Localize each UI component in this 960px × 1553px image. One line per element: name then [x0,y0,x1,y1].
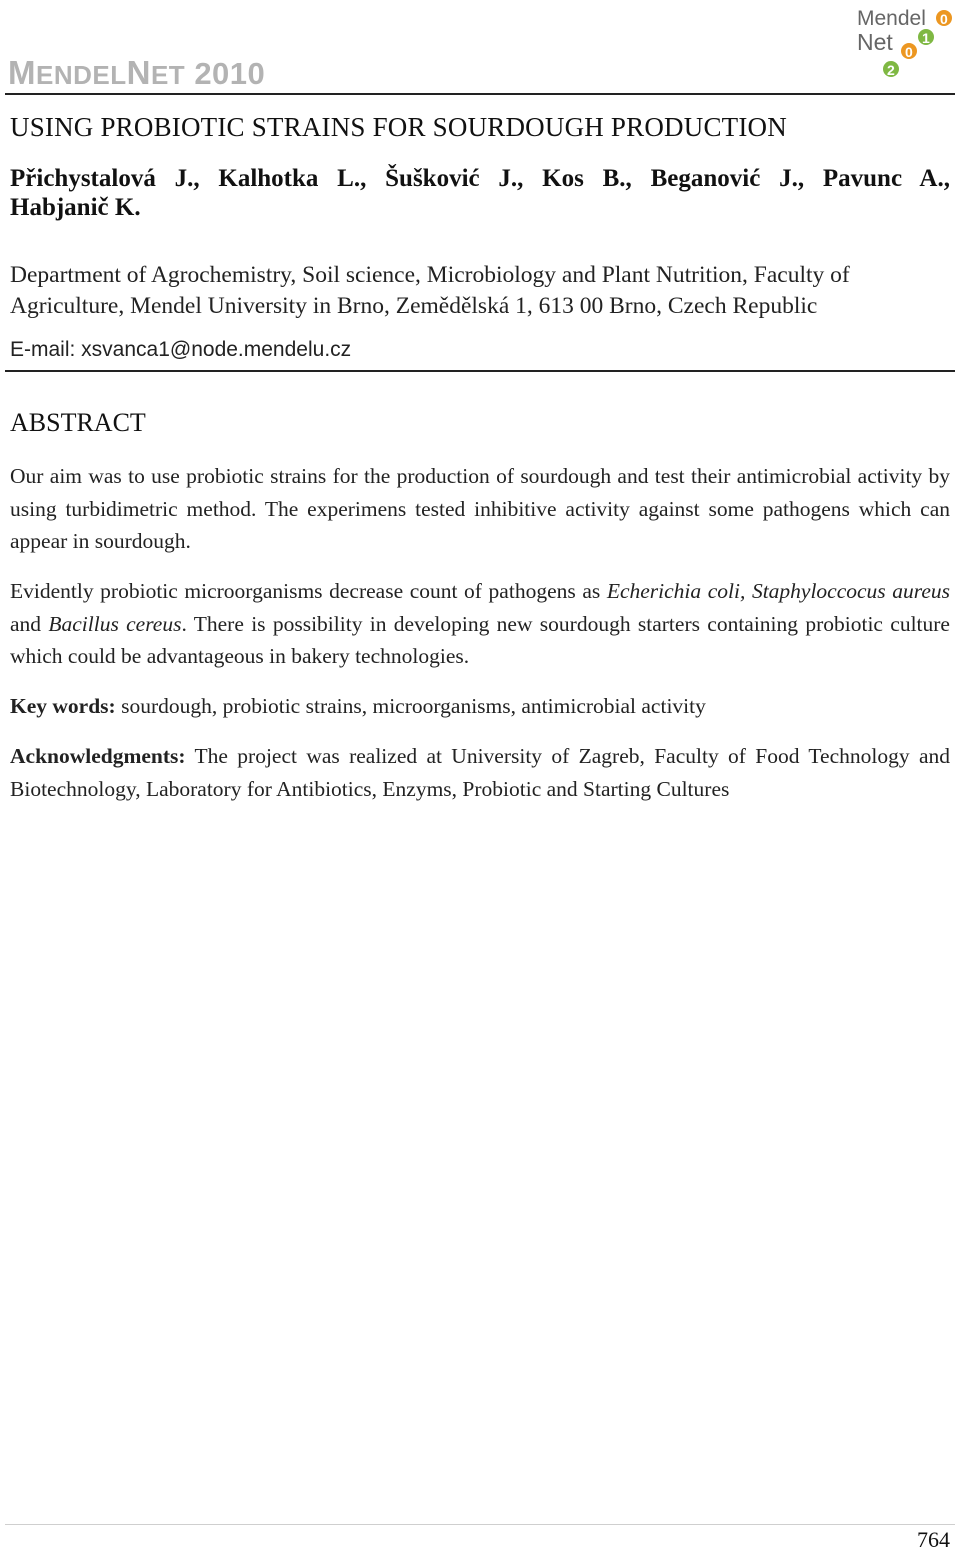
email-divider [5,370,955,372]
acknowledgments: Acknowledgments: The project was realized at University of Zagreb, Faculty of Food Technology and Biotechnology, Laboratory for Antibiotics, Enzyms, Probiotic and Starting Cultures [10,744,950,801]
author-email: E-mail: xsvanca1@node.mendelu.cz [10,338,352,361]
logo-mendel-text: Mendel [857,7,926,30]
abstract-paragraph-1: Our aim was to use probiotic strains for the production of sourdough and test their antimicrobial activity by using turbidimetric method. The experimens tested inhibitive activity against some pathogens which can appear in sourdough. [10,464,950,553]
abstract-heading: ABSTRACT [10,408,146,437]
journal-header-title: MENDELNET 2010 [8,54,266,91]
header-divider [5,93,955,95]
species-names-1: Echerichia coli, Staphyloccocus aureus [606,579,950,603]
svg-text:2: 2 [887,62,895,78]
keywords-label: Key words: [10,694,116,718]
mendelnet-logo [855,3,955,83]
svg-text:0: 0 [905,44,913,60]
svg-text:0: 0 [940,11,948,27]
species-names-2: Bacillus cereus [48,611,182,636]
footer-divider [5,1524,955,1525]
page-number: 764 [917,1527,950,1552]
affiliation: Department of Agrochemistry, Soil science, Microbiology and Plant Nutrition, Faculty of Agriculture, Mendel University in Brno, Zemědělská 1, 613 00 Brno, Czech Republic [10,262,850,319]
authors-line-2: Habjanič K. [10,194,141,221]
authors-line-1: Přichystalová J., Kalhotka L., Šušković J., Kos B., Beganović J., Pavunc A., [10,165,950,192]
keywords: Key words: sourdough, probiotic strains, microorganisms, antimicrobial activity [10,694,706,718]
acknowledgments-label: Acknowledgments: [10,744,186,768]
paper-title: USING PROBIOTIC STRAINS FOR SOURDOUGH PRODUCTION [10,112,787,142]
logo-net-text: Net [857,29,893,55]
abstract-paragraph-2: Evidently probiotic microorganisms decrease count of pathogens as Echerichia coli, Staphyloccocus aureus and Bacillus cereus. There is possibility in developing new sourdough starters containing probiotic culture which could be advantageous in bakery technologies. [10,579,950,668]
svg-text:1: 1 [922,30,930,46]
